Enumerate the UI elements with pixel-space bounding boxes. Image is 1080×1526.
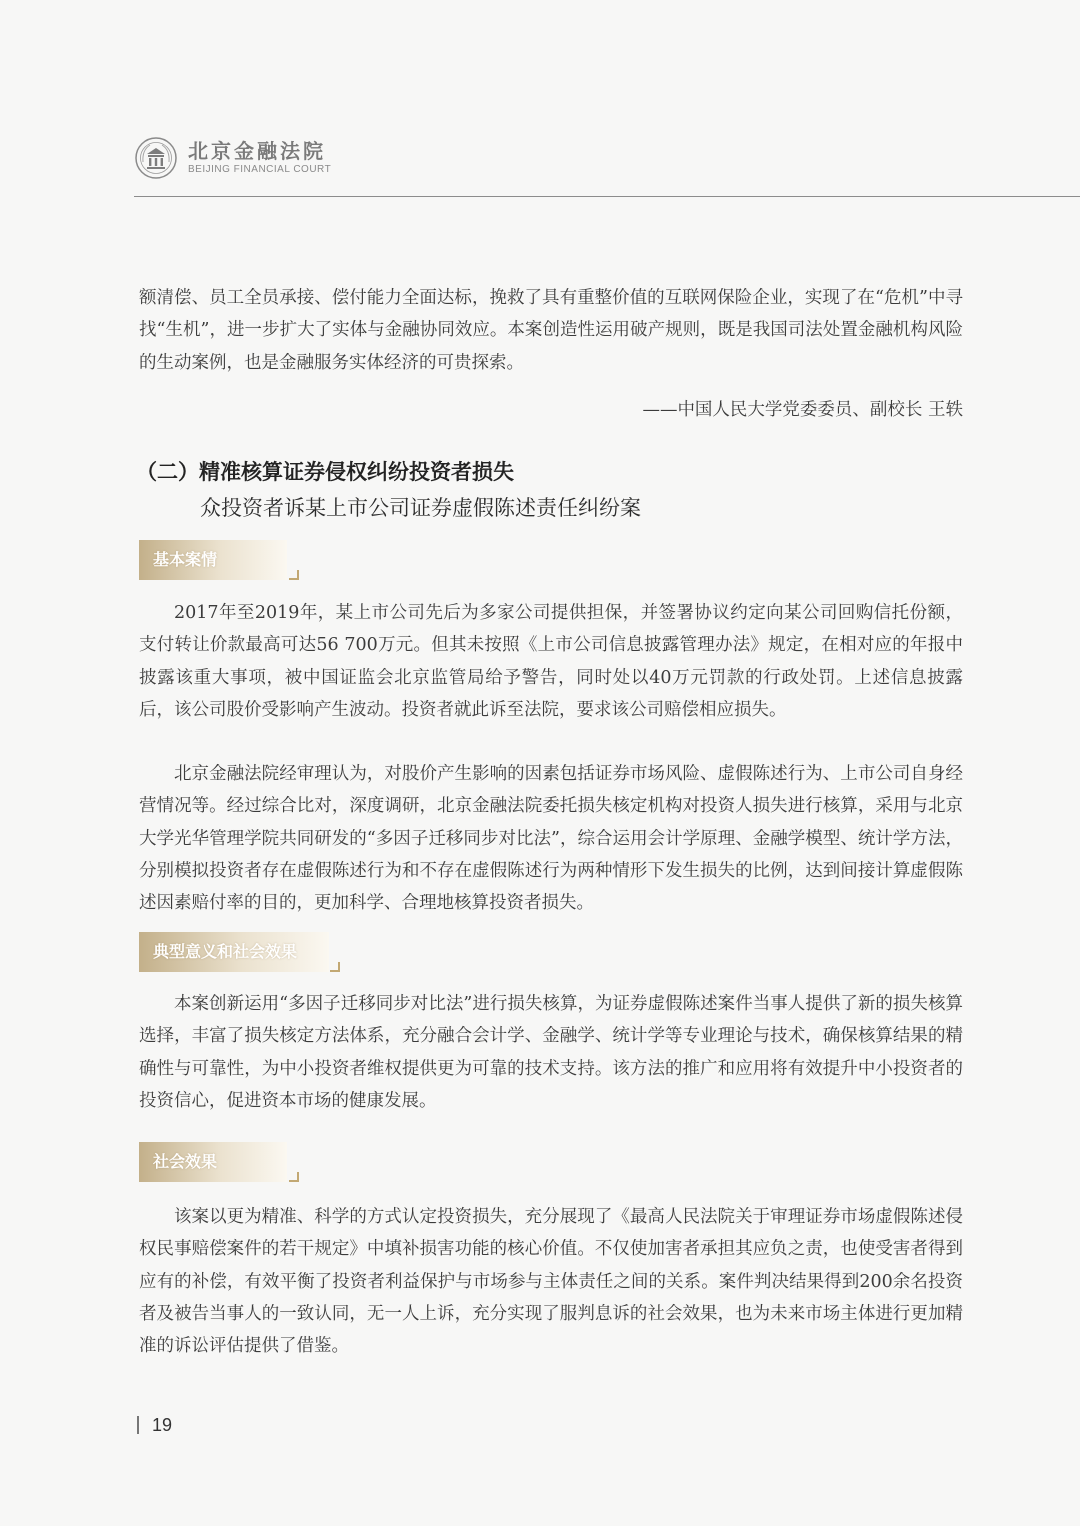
tag-label: 基本案情 bbox=[139, 540, 287, 580]
tag-corner-mark bbox=[289, 570, 299, 580]
org-name-cn: 北京金融法院 bbox=[188, 139, 326, 163]
section-heading: （二）精准核算证券侵权纠纷投资者损失 bbox=[136, 460, 514, 484]
tag-social-effect bbox=[139, 1142, 299, 1182]
tag-corner-mark bbox=[289, 1172, 299, 1182]
quote-attribution: ——中国人民大学党委委员、副校长 王轶 bbox=[642, 400, 963, 420]
tag-label: 典型意义和社会效果 bbox=[139, 932, 329, 972]
basic-facts-paragraph-1: 2017年至2019年，某上市公司先后为多家公司提供担保，并签署协议约定向某公司回购信托份额，支付转让价款最高可达56 700万元。但其未按照《上市公司信息披露管理办法》规定，在相对应的年报中披露该重大事项，被中国证监会北京监管局给予警告，同时处以40万元罚款的行政处罚。上述信息披露后，该公司股价受影响产生波动。投资者就此诉至法院，要求该公司赔偿相应损失。 bbox=[139, 603, 963, 720]
section-subheading: 众投资者诉某上市公司证券虚假陈述责任纠纷案 bbox=[200, 496, 641, 520]
basic-facts-paragraph-2: 北京金融法院经审理认为，对股价产生影响的因素包括证券市场风险、虚假陈述行为、上市公司自身经营情况等。经过综合比对，深度调研，北京金融法院委托损失核定机构对投资人损失进行核算，采用与北京大学光华管理学院共同研发的“多因子迁移同步对比法”，综合运用会计学原理、金融学模型、统计学方法，分别模拟投资者存在虚假陈述行为和不存在虚假陈述行为两种情形下发生损失的比例，达到间接计算虚假陈述因素赔付率的目的，更加科学、合理地核算投资者损失。 bbox=[139, 764, 963, 914]
significance-paragraph: 本案创新运用“多因子迁移同步对比法”进行损失核算，为证券虚假陈述案件当事人提供了新的损失核算选择，丰富了损失核定方法体系，充分融合会计学、金融学、统计学等专业理论与技术，确保核算结果的精确性与可靠性，为中小投资者维权提供更为可靠的技术支持。该方法的推广和应用将有效提升中小投资者的投资信心，促进资本市场的健康发展。 bbox=[139, 994, 963, 1111]
tag-basic-facts bbox=[139, 540, 299, 580]
court-emblem-icon bbox=[134, 136, 178, 180]
page-header bbox=[134, 128, 331, 188]
tag-significance bbox=[139, 932, 339, 972]
tag-label: 社会效果 bbox=[139, 1142, 287, 1182]
intro-paragraph: 额清偿、员工全员承接、偿付能力全面达标，挽救了具有重整价值的互联网保险企业，实现了在“危机”中寻找“生机”，进一步扩大了实体与金融协同效应。本案创造性运用破产规则，既是我国司法处置金融机构风险的生动案例，也是金融服务实体经济的可贵探索。 bbox=[139, 288, 963, 373]
page-number: 19 bbox=[152, 1415, 173, 1435]
brand-block bbox=[188, 140, 331, 176]
footer-marker bbox=[137, 1416, 139, 1434]
social-effect-paragraph: 该案以更为精准、科学的方式认定投资损失，充分展现了《最高人民法院关于审理证券市场虚假陈述侵权民事赔偿案件的若干规定》中填补损害功能的核心价值。不仅使加害者承担其应负之责，也使受害者得到应有的补偿，有效平衡了投资者利益保护与市场参与主体责任之间的关系。案件判决结果得到200余名投资者及被告当事人的一致认同，无一人上诉，充分实现了服判息诉的社会效果，也为未来市场主体进行更加精准的诉讼评估提供了借鉴。 bbox=[139, 1207, 963, 1357]
tag-corner-mark bbox=[330, 962, 340, 972]
header-divider bbox=[134, 196, 1080, 197]
org-name-en: BEIJING FINANCIAL COURT bbox=[188, 164, 332, 175]
